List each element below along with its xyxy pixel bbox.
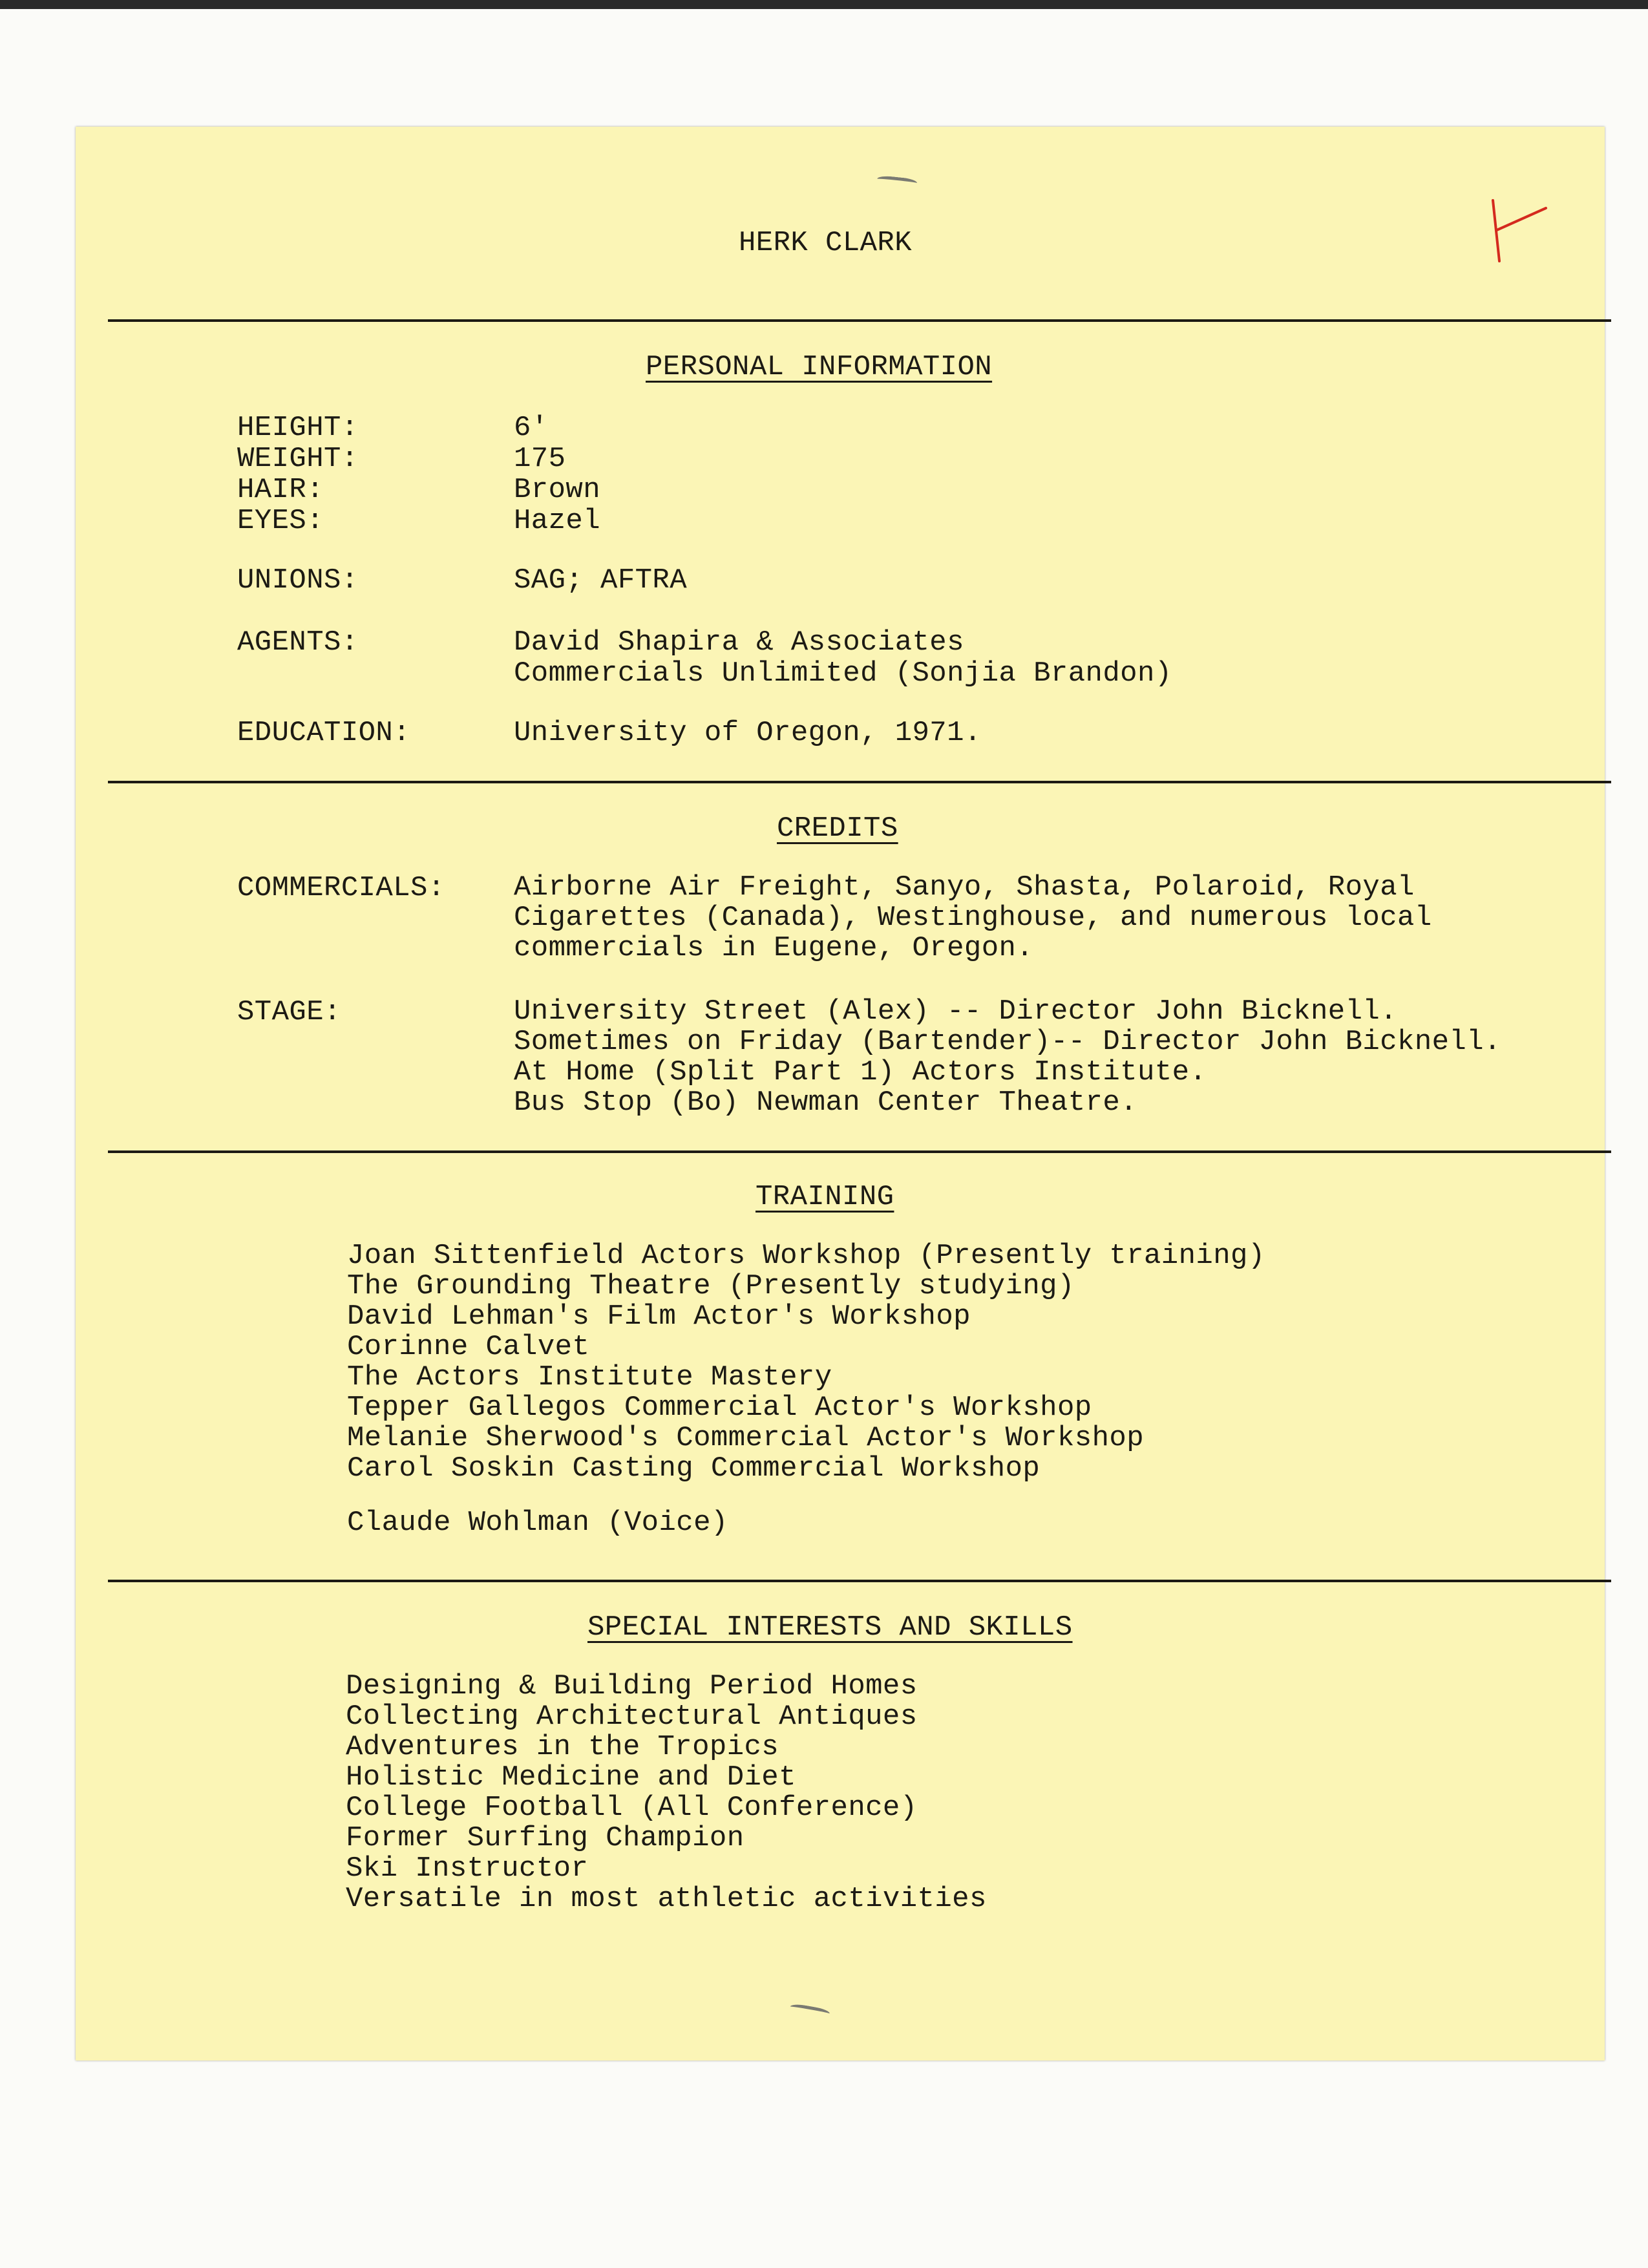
skills-heading: SPECIAL INTERESTS AND SKILLS — [587, 1611, 1073, 1644]
training-item: Corinne Calvet — [347, 1331, 590, 1363]
commercials-line: commercials in Eugene, Oregon. — [514, 932, 1034, 964]
staple-bottom — [789, 2003, 830, 2020]
hair-label: HAIR: — [237, 474, 324, 506]
stage-line: University Street (Alex) -- Director John Bicknell. — [514, 995, 1398, 1028]
red-check-mark — [1481, 196, 1559, 268]
training-voice: Claude Wohlman (Voice) — [347, 1507, 728, 1539]
weight-label: WEIGHT: — [237, 443, 359, 475]
skill-item: Holistic Medicine and Diet — [346, 1761, 796, 1794]
stage-label: STAGE: — [237, 996, 341, 1028]
skills-list — [346, 1671, 987, 1914]
unions-label: UNIONS: — [237, 564, 359, 597]
commercials-line: Airborne Air Freight, Sanyo, Shasta, Polaroid, Royal — [514, 871, 1415, 904]
education-label: EDUCATION: — [237, 717, 411, 749]
skill-item: Ski Instructor — [346, 1852, 589, 1885]
training-item: Joan Sittenfield Actors Workshop (Presently training) — [347, 1240, 1265, 1272]
skill-item: College Football (All Conference) — [346, 1792, 918, 1824]
staple-top — [876, 175, 917, 189]
skill-item: Former Surfing Champion — [346, 1822, 745, 1854]
scan-top-edge — [0, 0, 1648, 9]
training-heading: TRAINING — [755, 1181, 894, 1213]
unions-value: SAG; AFTRA — [514, 564, 688, 597]
stage-line: At Home (Split Part 1) Actors Institute. — [514, 1056, 1207, 1088]
skill-item: Versatile in most athletic activities — [346, 1883, 987, 1915]
stage-list — [514, 997, 1501, 1118]
commercials-label: COMMERCIALS: — [237, 872, 445, 904]
personal-heading: PERSONAL INFORMATION — [646, 351, 993, 383]
divider-2 — [108, 781, 1611, 783]
weight-value: 175 — [514, 443, 566, 475]
resume-name: HERK CLARK — [739, 227, 913, 259]
skill-item: Collecting Architectural Antiques — [346, 1701, 918, 1733]
divider-1 — [108, 319, 1611, 322]
credits-heading: CREDITS — [777, 812, 898, 845]
commercials-line: Cigarettes (Canada), Westinghouse, and numerous local — [514, 902, 1432, 934]
stage-line: Sometimes on Friday (Bartender)-- Director John Bicknell. — [514, 1026, 1501, 1058]
commercials-list — [514, 873, 1432, 964]
height-value: 6' — [514, 412, 549, 444]
training-item: Carol Soskin Casting Commercial Workshop — [347, 1452, 1041, 1485]
agents-line-2: Commercials Unlimited (Sonjia Brandon) — [514, 657, 1172, 690]
training-item: Melanie Sherwood's Commercial Actor's Workshop — [347, 1422, 1144, 1454]
training-item: David Lehman's Film Actor's Workshop — [347, 1300, 971, 1333]
divider-4 — [108, 1580, 1611, 1582]
divider-3 — [108, 1150, 1611, 1153]
height-label: HEIGHT: — [237, 412, 359, 444]
training-list — [347, 1241, 1265, 1484]
training-item: The Actors Institute Mastery — [347, 1361, 832, 1394]
skill-item: Designing & Building Period Homes — [346, 1670, 918, 1702]
hair-value: Brown — [514, 474, 601, 506]
eyes-value: Hazel — [514, 505, 601, 537]
eyes-label: EYES: — [237, 505, 324, 537]
agents-label: AGENTS: — [237, 626, 359, 659]
training-item: Tepper Gallegos Commercial Actor's Workshop — [347, 1392, 1092, 1424]
agents-line-1: David Shapira & Associates — [514, 626, 964, 659]
training-item: The Grounding Theatre (Presently studying) — [347, 1270, 1075, 1302]
skill-item: Adventures in the Tropics — [346, 1731, 779, 1763]
stage-line: Bus Stop (Bo) Newman Center Theatre. — [514, 1086, 1137, 1119]
education-value: University of Oregon, 1971. — [514, 717, 982, 749]
resume-page — [76, 127, 1605, 2061]
